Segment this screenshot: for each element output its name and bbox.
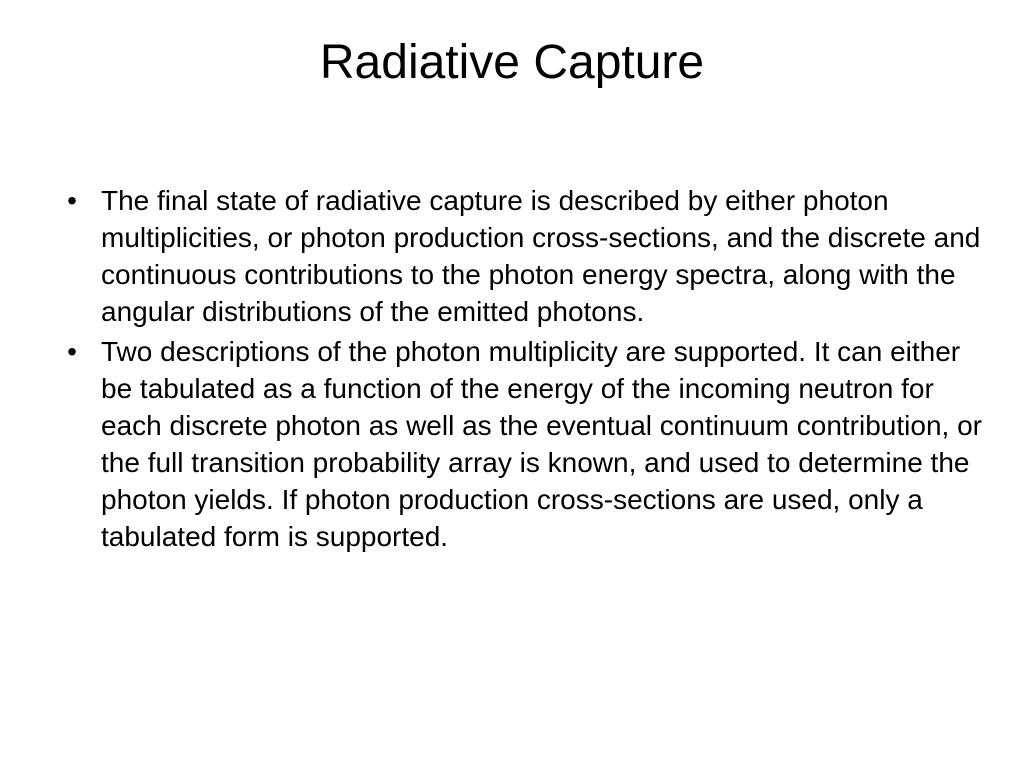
bullet-item xyxy=(62,182,982,330)
slide-title: Radiative Capture xyxy=(319,36,705,89)
bullet-item xyxy=(62,333,982,555)
bullet-list xyxy=(62,182,982,558)
bullet-text: Two descriptions of the photon multiplicity are supported. It can either be tabulated as a function of the energy of the incoming neutron for each discrete photon as well as the eventual continuum contribution, or the full transition probability array is known, and used to determine the photon yields. If photon production cross-sections are used, only a tabulated form is supported. xyxy=(101,336,982,552)
bullet-text: The final state of radiative capture is described by either photon multiplicities, or photon production cross-sections, and the discrete and continuous contributions to the photon energy spectra, along with the angular distributions of the emitted photons. xyxy=(101,185,981,327)
bullet-marker: • xyxy=(67,185,77,216)
bullet-marker: • xyxy=(67,336,77,367)
